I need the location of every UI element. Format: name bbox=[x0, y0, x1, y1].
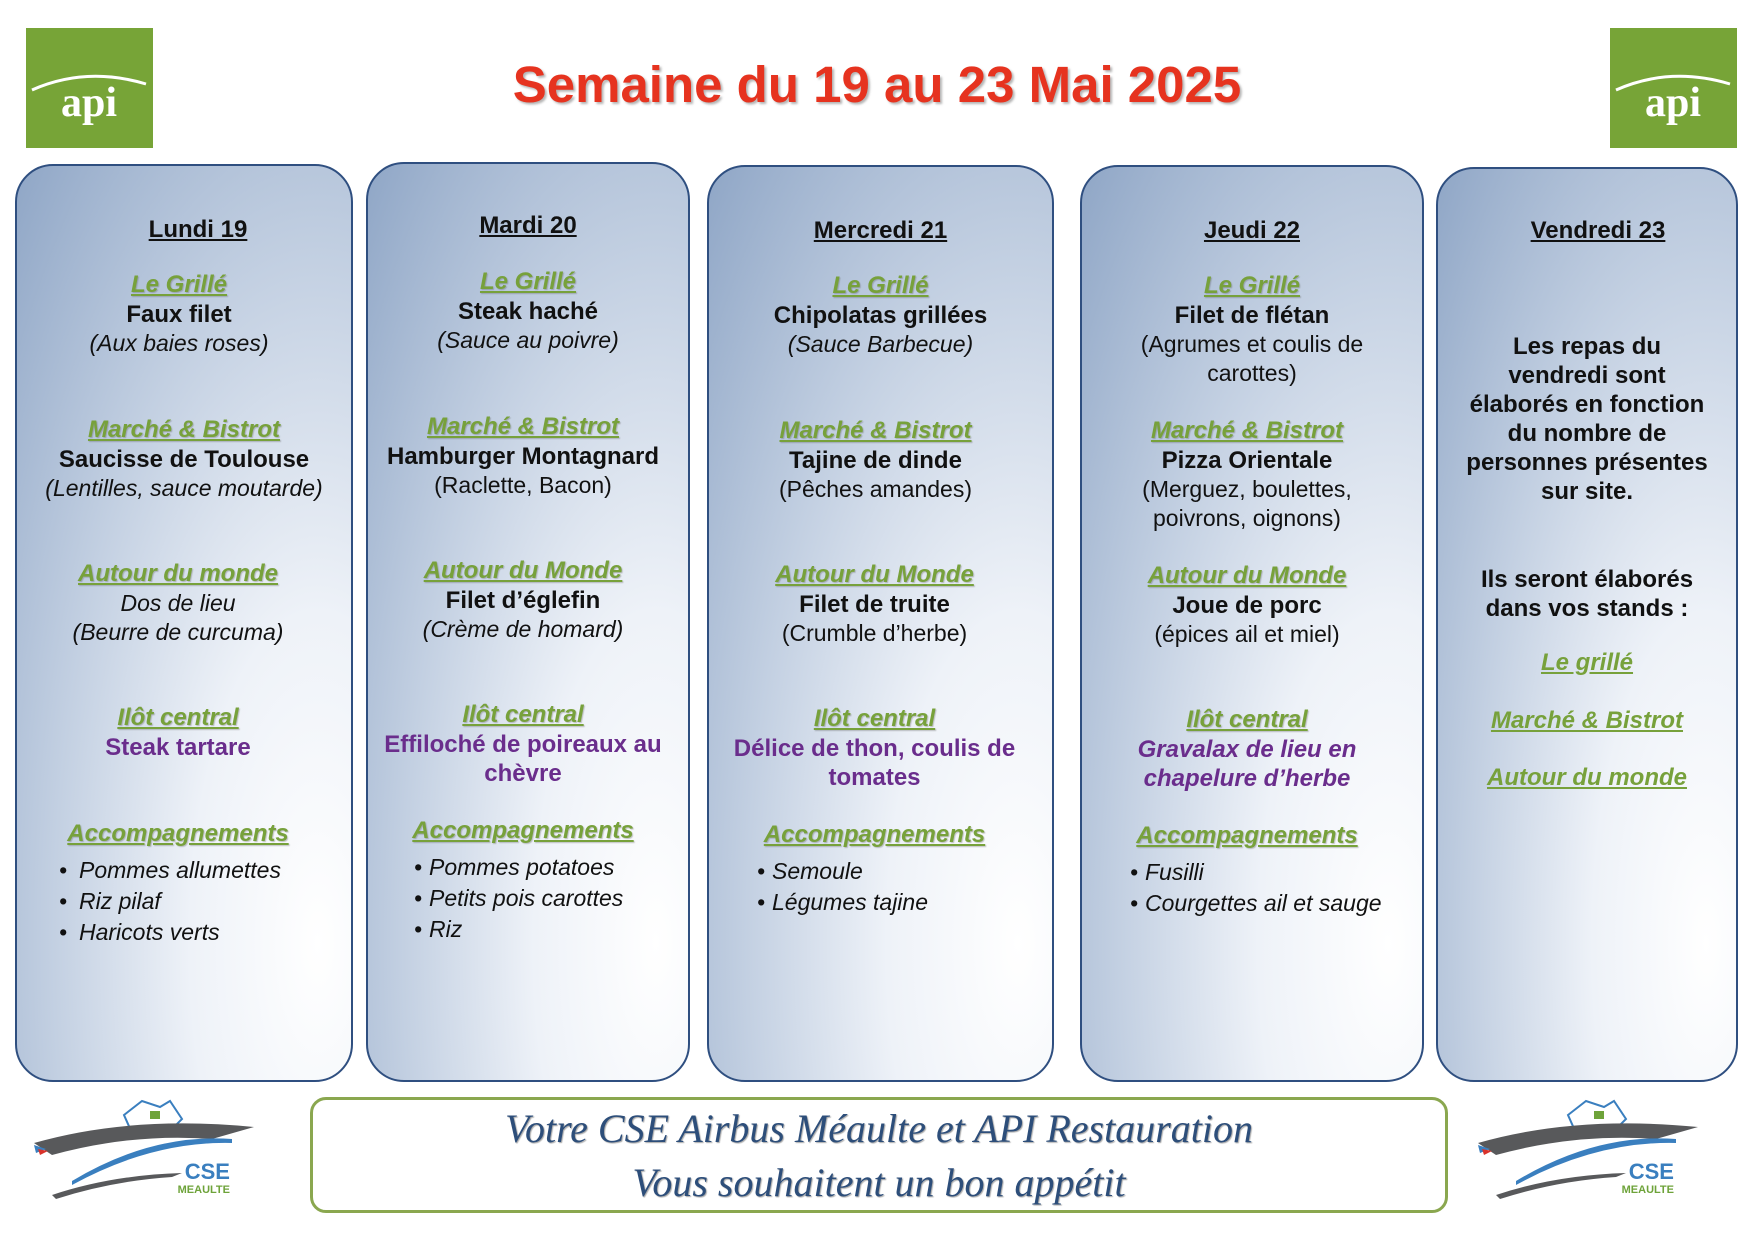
dish-name-line: Délice de thon, coulis de bbox=[733, 735, 1016, 762]
section-label: Accompagnements bbox=[1136, 822, 1358, 849]
section-ilot bbox=[697, 704, 1052, 792]
bullet: • bbox=[757, 858, 766, 884]
dish-detail-line: (Merguez, boulettes, bbox=[1142, 476, 1352, 502]
notice-line: sur site. bbox=[1540, 478, 1634, 505]
stand-label: Le grillé bbox=[1540, 649, 1634, 676]
dish-name-line: tomates bbox=[828, 764, 921, 791]
list-item: • Fusilli bbox=[1130, 857, 1382, 888]
dish-detail: (Pêches amandes) bbox=[778, 476, 973, 502]
dish-name-line: Effiloché de poireaux au bbox=[384, 731, 662, 758]
section-accompagnements bbox=[1072, 821, 1422, 851]
side-dish-list bbox=[757, 856, 928, 918]
cse-title: CSE bbox=[1628, 1159, 1674, 1184]
dish-detail: (Lentilles, sauce moutarde) bbox=[45, 475, 323, 501]
api-logo-text: api bbox=[60, 80, 118, 126]
list-item: • Semoule bbox=[757, 856, 928, 887]
bullet: • bbox=[414, 854, 423, 880]
section-label: Le Grillé bbox=[832, 272, 929, 299]
section-bistrot bbox=[17, 415, 351, 503]
notice-line: vendredi sont bbox=[1508, 362, 1666, 389]
side-dish-list bbox=[59, 855, 281, 948]
section-monde bbox=[5, 559, 351, 647]
notice-line: dans vos stands : bbox=[1485, 595, 1689, 622]
bullet: • bbox=[414, 916, 423, 942]
dish-name-line: chapelure d’herbe bbox=[1143, 765, 1351, 792]
section-accompagnements bbox=[5, 819, 351, 849]
day-column-thursday bbox=[1080, 165, 1424, 1082]
friday-stands-intro bbox=[1438, 565, 1736, 623]
section-label: Le Grillé bbox=[1203, 272, 1301, 299]
day-title: Mercredi 21 bbox=[813, 217, 948, 244]
section-ilot bbox=[1072, 705, 1422, 793]
footer-line: Vous souhaitent un bon appétit bbox=[632, 1160, 1126, 1205]
section-grill bbox=[7, 270, 351, 358]
dish-name: Filet d’églefin bbox=[445, 587, 601, 614]
dish-name: Joue de porc bbox=[1172, 592, 1322, 619]
stand-item bbox=[1438, 649, 1736, 677]
dish-name: Dos de lieu bbox=[120, 590, 236, 616]
section-label: Marché & Bistrot bbox=[779, 417, 972, 444]
section-ilot bbox=[358, 700, 688, 788]
notice-line: du nombre de bbox=[1507, 420, 1667, 447]
bullet: • bbox=[414, 885, 423, 911]
dish-detail: (épices ail et miel) bbox=[1154, 621, 1340, 647]
section-accompagnements bbox=[697, 820, 1052, 850]
dish-name: Chipolatas grillées bbox=[773, 302, 988, 329]
section-ilot bbox=[5, 703, 351, 762]
section-label: Ilôt central bbox=[462, 701, 584, 728]
section-monde bbox=[697, 560, 1052, 648]
page-title: Semaine du 19 au 23 Mai 2025 bbox=[512, 56, 1242, 113]
section-label: Accompagnements bbox=[412, 817, 634, 844]
dish-name: Pizza Orientale bbox=[1161, 447, 1333, 474]
section-label: Accompagnements bbox=[763, 821, 986, 848]
dish-detail: (Raclette, Bacon) bbox=[434, 472, 612, 498]
dish-name-line: Gravalax de lieu en bbox=[1137, 736, 1357, 763]
friday-notice bbox=[1438, 332, 1736, 506]
section-label: Autour du Monde bbox=[423, 557, 623, 584]
dish-detail: (Crème de homard) bbox=[422, 616, 624, 642]
dish-name: Steak haché bbox=[457, 298, 599, 325]
dish-detail: (Aux baies roses) bbox=[89, 330, 269, 356]
bullet: • bbox=[59, 919, 68, 945]
footer-message-box bbox=[310, 1097, 1448, 1213]
section-monde bbox=[1072, 561, 1422, 649]
section-grill bbox=[709, 271, 1052, 359]
dish-name: Steak tartare bbox=[105, 734, 251, 761]
section-label: Autour du monde bbox=[78, 560, 278, 587]
day-column-monday bbox=[15, 164, 353, 1082]
dish-name: Filet de truite bbox=[799, 591, 950, 618]
section-bistrot bbox=[699, 416, 1052, 504]
section-label: Le Grillé bbox=[130, 271, 228, 298]
dish-detail: (Beurre de curcuma) bbox=[72, 619, 284, 645]
dish-detail-line: poivrons, oignons) bbox=[1153, 505, 1341, 531]
section-grill bbox=[1082, 271, 1422, 388]
dish-detail-line: (Agrumes et coulis de bbox=[1140, 331, 1364, 357]
section-label: Marché & Bistrot bbox=[1150, 417, 1344, 444]
bullet: • bbox=[59, 888, 68, 914]
day-column-tuesday bbox=[366, 162, 690, 1082]
section-accompagnements bbox=[358, 816, 688, 846]
api-logo-text: api bbox=[1644, 80, 1702, 126]
section-label: Marché & Bistrot bbox=[426, 413, 620, 440]
stand-item bbox=[1438, 764, 1736, 792]
day-title: Mardi 20 bbox=[479, 212, 577, 239]
footer-line: Votre CSE Airbus Méaulte et API Restauration bbox=[504, 1106, 1254, 1151]
notice-line: Ils seront élaborés bbox=[1480, 566, 1694, 593]
dish-name: Tajine de dinde bbox=[789, 447, 962, 474]
dish-detail: (Crumble d’herbe) bbox=[781, 620, 968, 646]
cse-title: CSE bbox=[184, 1159, 230, 1184]
section-bistrot bbox=[358, 412, 688, 500]
section-label: Accompagnements bbox=[67, 820, 289, 847]
notice-line: personnes présentes bbox=[1466, 449, 1708, 476]
section-label: Marché & Bistrot bbox=[87, 416, 281, 443]
dish-detail-line: carottes) bbox=[1207, 360, 1297, 386]
section-label: Le Grillé bbox=[479, 268, 577, 295]
cse-meaulte-logo-right bbox=[1476, 1093, 1706, 1205]
section-label: Autour du Monde bbox=[1147, 562, 1347, 589]
section-label: Ilôt central bbox=[813, 705, 936, 732]
day-column-wednesday bbox=[707, 165, 1054, 1082]
day-column-friday bbox=[1436, 167, 1738, 1082]
bullet: • bbox=[59, 857, 68, 883]
day-title: Jeudi 22 bbox=[1203, 217, 1301, 244]
dish-name: Faux filet bbox=[126, 301, 232, 328]
cse-subtitle: MEAULTE bbox=[177, 1184, 230, 1196]
list-item: • Riz bbox=[414, 914, 623, 945]
section-monde bbox=[358, 556, 688, 644]
list-item: • Haricots verts bbox=[59, 917, 281, 948]
notice-line: élaborés en fonction bbox=[1469, 391, 1705, 418]
day-title: Vendredi 23 bbox=[1530, 217, 1666, 244]
bullet: • bbox=[1130, 859, 1139, 885]
list-item: • Pommes potatoes bbox=[414, 852, 623, 883]
section-label: Ilôt central bbox=[1186, 706, 1308, 733]
bullet: • bbox=[757, 889, 766, 915]
side-dish-list bbox=[414, 852, 623, 945]
section-grill bbox=[368, 267, 688, 355]
list-item: • Légumes tajine bbox=[757, 887, 928, 918]
dish-detail: (Sauce Barbecue) bbox=[787, 331, 974, 357]
section-bistrot bbox=[1072, 416, 1422, 533]
list-item: • Courgettes ail et sauge bbox=[1130, 888, 1382, 919]
dish-name: Hamburger Montagnard bbox=[386, 443, 659, 470]
dish-name: Saucisse de Toulouse bbox=[58, 446, 310, 473]
side-dish-list bbox=[1130, 857, 1382, 919]
notice-line: Les repas du bbox=[1512, 333, 1662, 360]
cse-meaulte-logo-left bbox=[32, 1093, 262, 1205]
section-label: Autour du Monde bbox=[775, 561, 974, 588]
stand-label: Autour du monde bbox=[1487, 764, 1687, 791]
list-item: • Petits pois carottes bbox=[414, 883, 623, 914]
section-label: Ilôt central bbox=[117, 704, 239, 731]
stand-item bbox=[1438, 707, 1736, 735]
dish-name-line: chèvre bbox=[484, 760, 562, 787]
dish-name: Filet de flétan bbox=[1174, 302, 1330, 329]
stand-label: Marché & Bistrot bbox=[1490, 707, 1684, 734]
list-item: • Pommes allumettes bbox=[59, 855, 281, 886]
bullet: • bbox=[1130, 890, 1139, 916]
dish-detail: (Sauce au poivre) bbox=[437, 327, 619, 353]
list-item: • Riz pilaf bbox=[59, 886, 281, 917]
cse-subtitle: MEAULTE bbox=[1621, 1184, 1674, 1196]
day-title: Lundi 19 bbox=[148, 216, 248, 243]
